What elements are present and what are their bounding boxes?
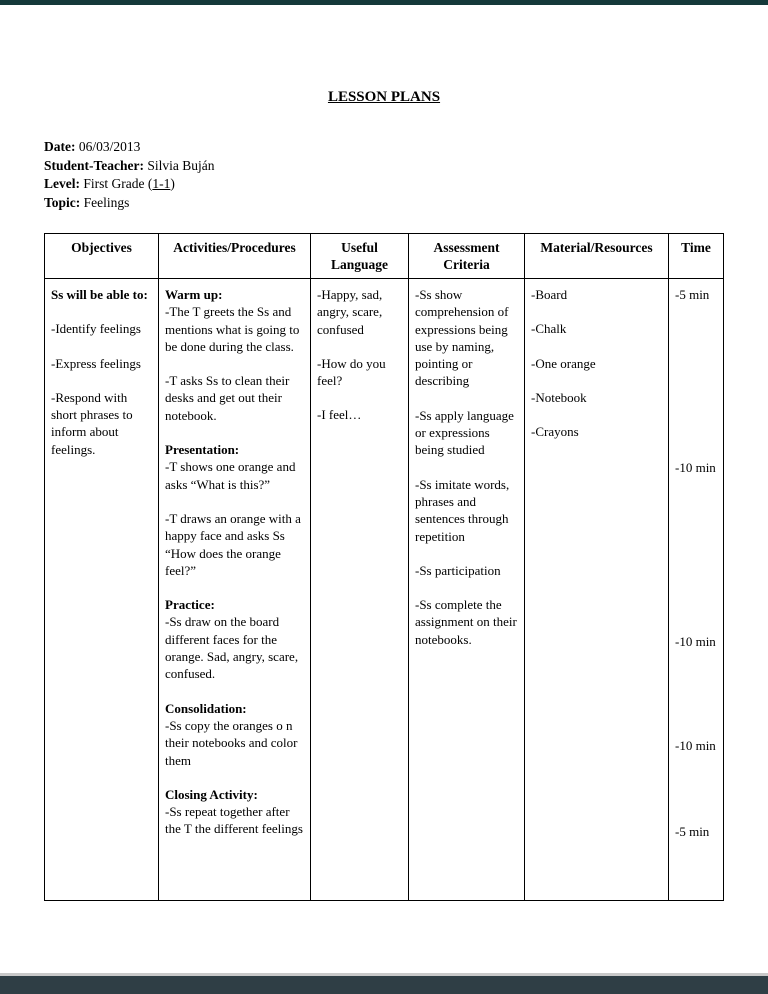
meta-level-underlined: 1-1 [152,176,171,191]
header-materials: Material/Resources [525,234,669,279]
objectives-intro: Ss will be able to: [51,287,148,302]
time-entry: -5 min [675,287,710,302]
meta-level [44,175,768,194]
meta-topic-value: Feelings [83,194,130,210]
time-cell [669,279,724,901]
activity-heading: Presentation: [165,442,240,458]
time-entry: -10 min [675,738,716,753]
material-item: -Notebook [531,389,587,405]
meta-teacher-value: Silvia Buján [147,157,215,173]
header-activities: Activities/Procedures [159,234,311,279]
page-title: LESSON PLANS [327,89,441,105]
assessment-item: -Ss apply language or expressions being studied [415,407,514,458]
activity-paragraph: -T asks Ss to clean their desks and get out their notebook. [165,373,290,423]
meta-topic-label: Topic: [44,194,81,210]
assessment-item: -Ss show comprehension of expressions being use by naming, pointing or describing [415,287,509,389]
activity-heading: Warm up: [165,287,223,302]
lesson-plan-table [44,233,724,901]
header-objectives: Objectives [45,234,159,279]
activity-heading: Consolidation: [165,700,247,716]
assessment-item: -Ss participation [415,562,501,578]
table-body-row [45,279,724,901]
assessment-item: -Ss imitate words, phrases and sentences through repetition [415,476,510,544]
header-assessment: Assessment Criteria [409,234,525,279]
objective-item: -Express feelings [51,355,141,371]
meta-date-value: 06/03/2013 [78,139,141,154]
material-item: -Chalk [531,321,567,337]
useful-language-cell [311,279,409,901]
meta-level-label: Level: [44,176,80,191]
assessment-cell [409,279,525,901]
activity-paragraph: -T shows one orange and asks “What is this?” [165,459,296,492]
header-useful-language: Useful Language [311,234,409,279]
time-entry: -5 min [675,824,710,839]
meta-teacher-label: Student-Teacher: [44,157,144,173]
activity-paragraph: -Ss copy the oranges o n their notebooks and color them [165,717,298,768]
material-item: -One orange [531,355,596,371]
activity-heading: Practice: [165,597,215,613]
materials-cell [525,279,669,901]
activities-cell [159,279,311,901]
material-item: -Board [531,287,568,302]
meta-topic [44,194,768,213]
assessment-item: -Ss complete the assignment on their notebooks. [415,597,517,647]
meta-teacher [44,157,768,176]
time-entry: -10 min [675,634,716,649]
objective-item: -Respond with short phrases to inform about feelings. [51,389,133,457]
time-entry: -10 min [675,460,716,475]
header-time: Time [669,234,724,279]
activity-paragraph: -Ss draw on the board different faces for the orange. Sad, angry, scare, confused. [165,614,299,682]
activity-heading: Closing Activity: [165,786,258,802]
useful-language-item: -I feel… [317,407,362,423]
viewer-bottom-bar [0,976,768,994]
useful-language-item: -How do you feel? [317,355,386,389]
activity-paragraph: -Ss repeat together after the T the different feelings [165,804,303,837]
meta-level-pre: First Grade ( [83,176,153,191]
objectives-cell [45,279,159,901]
objective-item: -Identify feelings [51,321,141,337]
activity-paragraph: -T draws an orange with a happy face and asks Ss “How does the orange feel?” [165,510,301,578]
activity-paragraph: -The T greets the Ss and mentions what is going to be done during the class. [165,304,300,354]
meta-level-post: ) [170,176,175,191]
material-item: -Crayons [531,424,579,440]
useful-language-item: -Happy, sad, angry, scare, confused [317,287,383,337]
table-header-row [45,234,724,279]
meta-block [44,138,768,212]
lesson-plan-page [0,5,768,973]
meta-date-label: Date: [44,139,76,154]
meta-date [44,138,768,157]
